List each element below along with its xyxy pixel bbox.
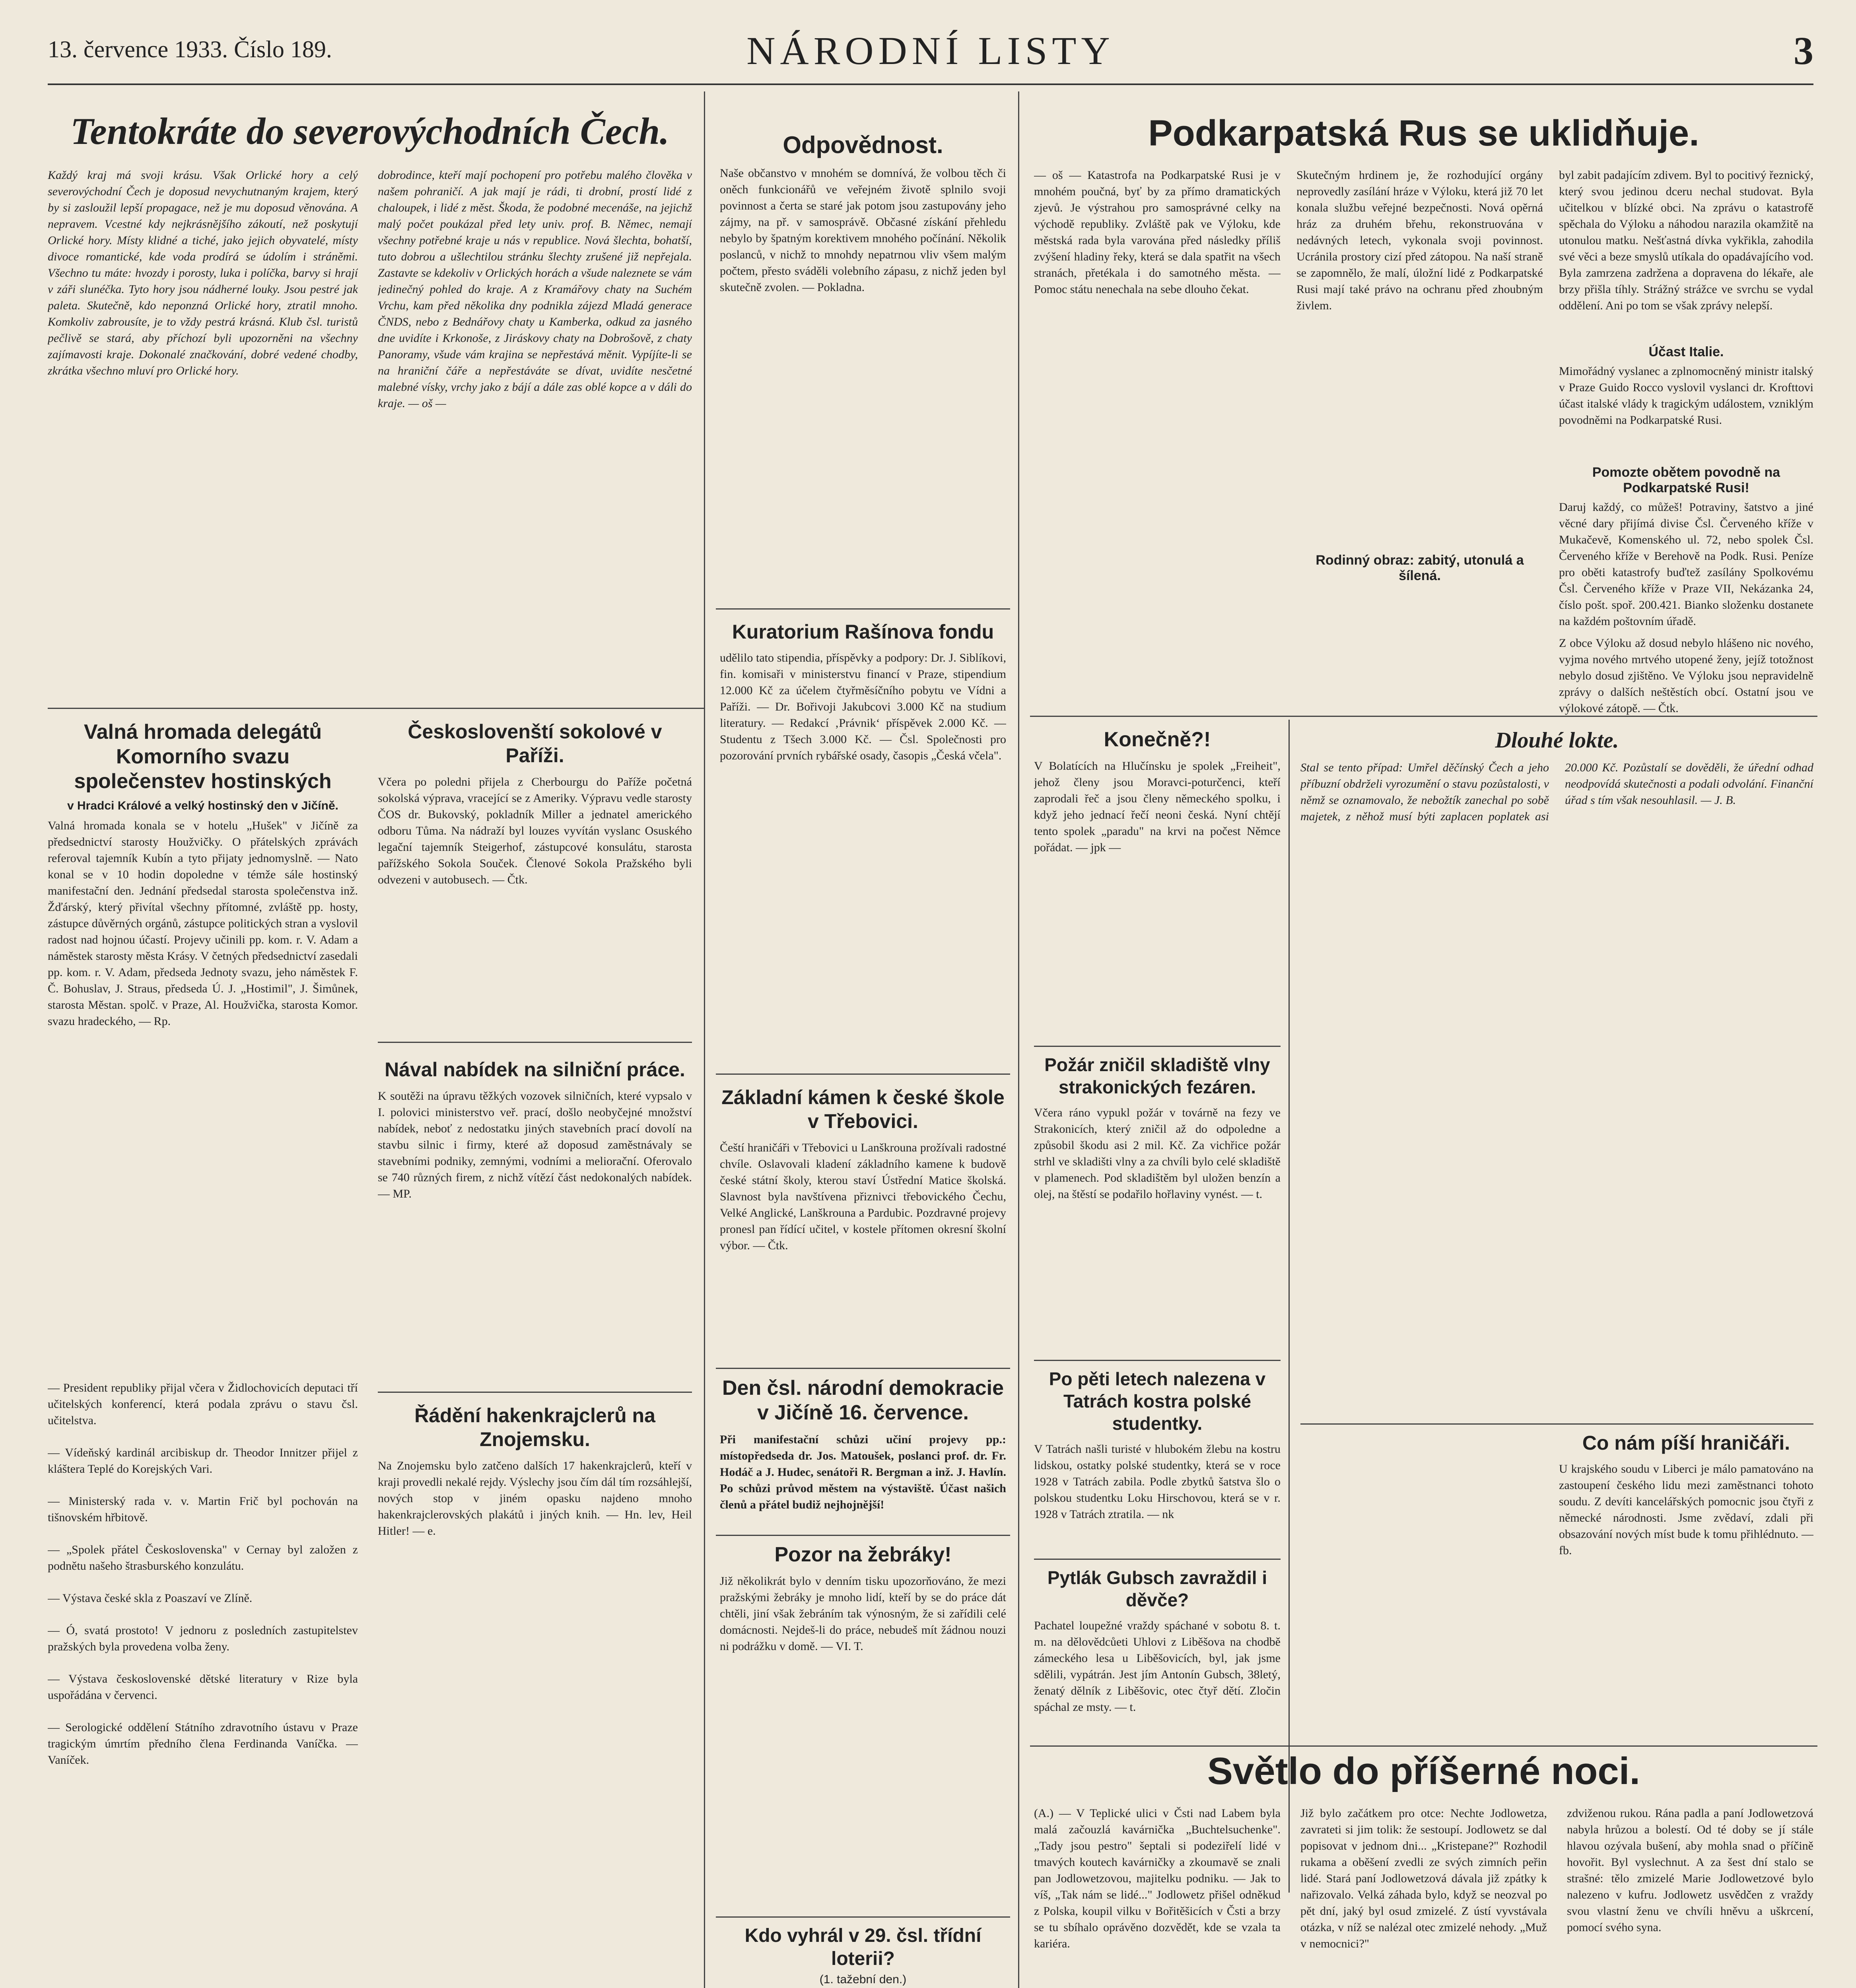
article-dlouhe-lokte [1300,728,1813,1415]
article-svetlo [1034,1749,1813,1793]
headline: Požár zničil skladiště vlny strakonických fezáren. [1044,1054,1270,1097]
section-divider [1030,1745,1817,1747]
article-demokracie [720,1376,1006,1535]
news-item: — Vídeňský kardinál arcibiskup dr. Theodor Innitzer přijel z kláštera Teplé do Korejských Vari. [48,1446,358,1475]
page-number: 3 [1794,29,1813,73]
headline: Tentokráte do severovýchodních Čech. [70,110,669,152]
article-northeast [48,107,692,155]
article-body: Stal se tento případ: Umřel děčínský Čech a jeho příbuzní obdrželi vyrozumění o stavu pozůstalosti, v němž se oznamovalo, že nebožtík zanechal po sobě majetek, z něhož musí býti zaplacen poplatek asi 20.000 Kč. Pozůstalí se dověděli, že úřední odhad neodpovídá skutečnosti a podali odvolání. Finanční úřad s tím však nesouhlasil. — J. B. [1300,761,1813,823]
article-body: Naše občanstvo v mnohém se domnívá, že volbou těch či oněch funkcionářů ve veřejném životě splnilo svoji povinnost a čerta se staré jak potom jsou zastupovány jeho zájmy, na př. v samosprávě. Občasné získání přehledu nebylo by špatným korektivem mnohého počínání. Několik poslanců, v nichž to mnohdy nepatrnou vliv všem malým počtem, přesto sváděli volebního zápasu, z nichž jeden byl skutečně zvolen. — Pokladna. [720,167,1006,294]
subheadline: Účast Italie. [1648,344,1724,359]
article-zebraky [720,1543,1006,1927]
article-body-col3: byl zabit padajícím zdivem. Byl to pocitivý řeznický, který svou jedinou dceru nechal studovat. Byla učitelkou v blízké obci. Na zprávu o katastrofě spěchala do Výloku a náhodou narazila okamžitě na utonulou matku. Nešťastná dívka vykřikla, zahodila své věci a beze smyslů utíkala do opadávajícího vod. Byla zamrzena zadržena a dopravena do lékaře, ale brzy přišla tíhly. Strážný strážce ve svrchu se vydal oddělení. Ani po tom se však zprávy nelepší. [1559,169,1813,312]
article-body: K soutěži na úpravu těžkých vozovek silničních, které vypsalo v I. polovici ministerstvo veř. prací, došlo neobyčejné množství nabídek, neboť z nedostatku jiných stavebních prací dovolí na stavbu silnic i firmy, které až doposud zaměstnávaly se stavebními podniky, zemnými, vodními a meliorační. Oferovalo se 740 různých firem, z nichž vítězí část nedokonalých nabídek. — MP. [378,1089,692,1200]
issue-date: 13. července 1933. Číslo 189. [48,36,332,62]
article-hakenkrajcleri [378,1404,692,1988]
column-divider [704,91,705,1988]
news-item: — Výstava české skla z Poaszaví ve Zlíně. [48,1592,253,1605]
section-divider [378,1392,692,1393]
article-sokol [378,720,692,1036]
section-divider [1034,1046,1281,1047]
article-body: Z obce Výloku až dosud nebylo hlášeno nic nového, vyjma nového mrtvého utopené ženy, jejíž totožnost nebylo dosud zjištěno. Ve Výloku jsou nepravidelně zprávy o dalších neštěstích obcí. Ostatní jsou ve výlokové zátopě. — Čtk. [1559,637,1813,715]
article-rasin [720,620,1006,1079]
article-body-col2: Skutečným hrdinem je, že rozhodující orgány neprovedly zasílání hráze v Výloku, která již 70 let konala službu veřejné bezpečnosti. Nová opěrná hráz za druhém břehu, rekonstruována v nedávných letech, vykonala svoji povinnost. Ucránila prostory cizí před zátopou. Na naší straně se zapomnělo, že malí, úložní lidé z Podkarpatské Rusi mají také právo na ochranu před zhoubným živlem. [1296,169,1543,312]
news-item: — Ministerský rada v. v. Martin Frič byl pochován na tišnovském hřbitově. [48,1495,358,1524]
article-body: V Tatrách našli turisté v hlubokém žlebu na kostru lidskou, ostatky polské studentky, která se v roce 1928 v Tatrách zabila. Podle zbytků šatstva šlo o polskou studentku Loku Hirschovou, která se v r. 1928 v Tatrách ztratila. — nk [1034,1442,1281,1521]
article-komorni [48,720,358,1382]
headline: Co nám píší hraničáři. [1582,1432,1790,1454]
article-body: Včera po poledni přijela z Cherbourgu do Paříže početná sokolská výprava, vracející se z Ameriky. Výpravu vedle starosty ČOS dr. Bukovský, pokladník Miller a jednatel amerického odboru Tůma. Na nádraží byl louzes vyvítán vyslanc Osuského legační tajemník Steigerhof, zástupcové konsulátu, starosta pařížského Sokola Souček. Členové Sokola Pražského byli odvezeni v autobusech. — Čtk. [378,775,692,886]
section-divider [1030,716,1817,717]
article-body-col1: (A.) — V Teplické ulici v Čsti nad Labem byla malá začouzlá kavárnička „Buchtelsuchenke". „Tady jsou pestro" šeptali si podeziřelí lidé v tmavých koutech kavárničky a zkoumavě se znali pan Jodlowetzovou, majitelku podniku. — Jak to víš, „Tak nám se lidé..." Jodlowetz přišel odněkud z Polska, koupil vilku v Bořitěšicích v Čsti a brzy se tu sbíhalo oprávěno dozvědět, kde se vzala ta kariéra. [1034,1807,1281,1950]
article-zakladni-kamen [720,1085,1006,1378]
headline: Světlo do příšerné noci. [1207,1750,1640,1792]
section-divider [716,1368,1010,1369]
article-loterie [720,1924,1006,1988]
column-divider [1018,91,1019,1988]
short-news-column [48,1380,358,1988]
article-body: Již několikrát bylo v denním tisku upozorňováno, že mezi pražskými žebráky je mnoho lidí, kteří by se do práce dát chtěli, jiní však žebráním tak výnosným, že si zařídili celé domácnosti. Nejdeš-li do práce, nebudeš mít žádnou nouzi ni podrážku v domě. — VI. T. [720,1574,1006,1653]
article-pozar [1034,1054,1281,1355]
headline: Podkarpatská Rus se uklidňuje. [1148,113,1699,153]
subheadline: (1. tažební den.) [819,1973,907,1986]
article-body-col1: — oš — Katastrofa na Podkarpatské Rusi je v mnohém poučná, byť by za přímo dramatických zjevů. Je výstrahou pro samosprávné celky na východě republiky. Zvláště pak ve Výloku, kde městská rada byla varována před následky příliš zvýšení hladiny řeky, která se dala spatřit na všech stranách, přetékala i do samotného města. — Pomoc státu nenechala na sebe dlouho čekat. [1034,169,1281,296]
article-odpovednost [720,131,1006,602]
news-item: — Serologické oddělení Státního zdravotního ústavu v Praze tragickým úmrtím předního člena Ferdinanda Vaníčka. — Vaníček. [48,1721,358,1767]
article-body: Při manifestační schůzi učiní projevy pp.: místopředseda dr. Jos. Matoušek, poslanci prof. dr. Fr. Hodáč a J. Hudec, senátoři R. Bergman a inž. J. Havlín. Po schůzi průvod městem na výstaviště. Účast našich členů a přátel budiž nejhojnější! [720,1433,1006,1511]
article-body-col1: Každý kraj má svoji krásu. Však Orlické hory a celý severovýchodní Čech je doposud nevychutnaným krajem, který by si zasloužil lepší propagace, než je mu doposud věnována. A nepravem. Vcestné kdy nejkrásnějšího zákoutí, než poskytují Orlické hory. Místy klidné a tiché, jako jejich obyvatelé, místy divoce romantické, kde voda prodírá se údolím i stráněmi. Všechno tu máte: hvozdy i porosty, luka i políčka, barvy si hrají v záři slunéčka. Tyto hory jsou nádherné louky. Jsou pestré jak paleta. Skutečně, kdo neponzná Orlické hory, ztratil mnoho. Komkoliv zabrousíte, je to vždy pestrá krásná. Klub čsl. turistů pečlivě se stará, aby příchozí byli upozorněni na všechny zajímavosti kraje. Dokonalé značkování, dobré vedené chodby, zkrátka všechno mluví pro Orlické hory. [48,169,358,377]
headline: Konečně?! [1104,728,1211,751]
article-tatry [1034,1368,1281,1560]
article-nabidky [378,1058,692,1358]
subheadline: Rodinný obraz: zabitý, utonulá a šílená. [1316,553,1524,583]
masthead [48,24,1813,85]
article-body: Čeští hraničáři v Třebovici u Lanškrouna prožívali radostné chvíle. Oslavovali kladení základního kamene k budově české státní školy, kterou staví Ústřední Matice školská. Slavnost byla navštívena přiznivci třebovického Čechu, Velké Anglické, Lanškrouna a Pardubic. Pozdravné projevy pronesl pan řídící učitel, v kostele přítomen okresní školní výbor. — Čtk. [720,1141,1006,1252]
headline: Pozor na žebráky! [774,1543,952,1566]
section-divider [716,1074,1010,1075]
article-body: Valná hromada konala se v hotelu „Hušek" v Jičíně za předsednictví starosty Houžvičky. O přátelských zprávách referoval tajemník Kubín a tyto přijaty jednomyslně. — Nato konal se v 10 hodin dopoledne v témže sále hostinský manifestační den. Jednání předsedal starosta společenstva inž. Žďárský, který přivítal všechny přítomné, zvláště pp. hosty, zástupce důvěrných orgánů, zástupce politických stran a vyslovil radost nad hojnou účastí. Projevy učinili pp. kom. r. V. Adam a náměstek starosty města Krásy. V četných předsednictví zasedali pp. kom. r. V. Adam, předseda Jednoty svazu, jeho náměstek F. Č. Bohuslav, J. Straus, předseda Ú. J. „Hostimil", J. Šimůnek, starosta Městan. spolč. v Praze, Al. Houžvička, starosta Komor. svazu hradeckého, — Rp. [48,819,358,1028]
headline: Pytlák Gubsch zavraždil i děvče? [1047,1567,1267,1610]
headline: Po pěti letech nalezena v Tatrách kostra polské studentky. [1049,1369,1266,1434]
section-divider [1034,1360,1281,1361]
news-item: — Ó, svatá prostoto! V jednoru z posledních zastupitelstev pražských byla provedena volba ženy. [48,1624,358,1653]
news-item: — „Spolek přátel Československa" v Cernay byl založen z podnětu našeho štrasburského konzulátu. [48,1543,358,1573]
section-divider [378,1042,692,1043]
subheadline: Pomozte obětem povodně na Podkarpatské Rusi! [1592,465,1780,495]
headline: Kuratorium Rašínova fondu [732,621,994,643]
section-divider [716,1535,1010,1536]
article-body: U krajského soudu v Liberci je málo pamatováno na zastoupení českého lidu mezi zaměstnanci tohoto soudu. Z devíti kancelářských pomocnic jsou čtyři z německé národnosti. Jsme zvědaví, zdali při obsazování nových míst bude k tomu přihlédnuto. — fb. [1559,1462,1813,1557]
article-body: Včera ráno vypukl požár v továrně na fezy ve Strakonicích, který zničil až do odpoledne a způsobil škodu asi 2 mil. Kč. Za vichřice požár strhl ve skladišti vlny a za chvíli bylo celé skladiště v plamenech. Pod skladištěm byl uložen benzín a olej, na štěstí se podařilo hořlaviny vynést. — t. [1034,1106,1281,1201]
article-podkarpatska [1034,111,1813,155]
newspaper-title: NÁRODNÍ LISTY [746,29,1115,73]
section-divider [1300,1423,1813,1425]
news-item: — Výstava československé dětské literatury v Rize byla uspořádána v červenci. [48,1672,358,1702]
headline: Nával nabídek na silniční práce. [385,1058,685,1081]
headline: Řádění hakenkrajclerů na Znojemsku. [414,1404,655,1450]
headline: Základní kámen k české škole v Třebovici. [721,1086,1005,1132]
article-body-col3: zdviženou rukou. Rána padla a paní Jodlowetzová nabyla hrůzou a bolestí. Od té doby se jí stále hlavou ozývala bušení, aby mohla snad o příčině hovořit. Byl vyslechnut. A za šest dní stalo se strašné: tělo zmizelé Marie Jodlowetzové bylo nalezeno v kufru. Jodlowetz usvědčen z vraždy svou vlastní ženu ve chvíli hněvu a uškrcení, pomocí svého syna. [1567,1807,1813,1934]
article-body: Daruj každý, co můžeš! Potraviny, šatstvo a jiné věcné dary přijímá divise Čsl. Červeného kříže v Mukačevě, Komenského ul. 72, nebo spolek Čsl. Červeného kříže v Berehově na Podk. Rusi. Peníze pro oběti katastrofy buďtež zasílány Spolkovému Čsl. Červeného kříže v Praze VII, Nekázanka 24, číslo pošt. spoř. 200.421. Bianko složenku dostanete na každém poštovním úřadě. [1559,501,1813,628]
news-item: — President republiky přijal včera v Židlochovicích deputaci tří učitelských konferencí, která podala zprávu o stavu čsl. učitelstva. [48,1381,358,1427]
headline: Kdo vyhrál v 29. čsl. třídní loterii? [744,1925,981,1969]
headline: Dlouhé lokte. [1495,728,1619,753]
section-divider [1034,1559,1281,1560]
article-col2 [1296,167,1543,584]
article-body-col2: dobrodince, kteří mají pochopení pro potřebu malého člověka v našem pohraničí. A jak mají je rádi, ti drobní, prostí lidé z chaloupek, i lidé z měst. Škoda, že podobné mecenáše, na jejichž malý počet poukázal před lety univ. prof. B. Němec, nemají všechny potřebné kraje u nás v republice. Nová šlechta, bohatší, tuto dobrou a ušlechtilou stránku šlechty zrušené již nepřejala. Zastavte se kdekoliv v Orlických horách a všude naleznete se vám jedinečný pohled do kraje. A z Kramářovy chaty na Suchém Vrchu, kam před několika dny podnikla zájezd Mladá generace ČNDS, nebo z Bednářovy chaty u Kamberka, odkud za jasného dne uvidíte i Krkonoše, z Jiráskovy chaty na Dobrošově, z chaty Panoramy, všude vám krajina se nepřestává měnit. Vypíjíte-li se na hraniční čáře a nepřestáváte se dívat, uvidíte nesčetné malebné vísky, vrchy jako z bájí a dále zas oblé kopce a v dáli do kraje. — oš — [378,169,692,410]
article-konecne [1034,728,1281,1044]
article-body: V Bolatících na Hlučínsku je spolek „Freiheit", jehož členy jsou Moravci-poturčenci, kteří zaprodali řeč a jsou členy německého spolku, i když jeho jednací řečí neoni česká. Nyní chtějí tento spolek „paradu" na krvi na počest Němce pořádat. — jpk — [1034,759,1281,854]
subheadline: v Hradci Králové a velký hostinský den v Jičíně. [67,799,338,812]
section-divider [716,608,1010,610]
article-body: Pachatel loupežné vraždy spáchané v sobotu 8. t. m. na dělovědcůeti Uhlovi z Liběšova na chodbě zámeckého lesa u Liběšovicích, byl, jak jsme sdělili, vypátrán. Jest jím Antonín Gubsch, 38letý, ženatý dělník z Liběšovic, otec čtyř dětí. Zločin spáchal ze msty. — t. [1034,1619,1281,1714]
article-body: udělilo tato stipendia, příspěvky a podpory: Dr. J. Siblíkovi, fin. komisaři v ministerstvu financí v Praze, stipendium 12.000 Kč za účelem čtyřměsíčního pobytu ve Vídni a Paříži. — Dr. Bořivoji Jakubcovi 3.000 Kč na studium literatury. — Redakcí ‚Právnik‘ příspěvek 2.000 Kč. — Studentu z Tšech 3.000 Kč. — Čsl. Společnosti pro pozorování prvních rybářské osady, časopis „Česká včela". [720,651,1006,762]
article-body: Na Znojemsku bylo zatčeno dalších 17 hakenkrajclerů, kteří v kraji provedli nekalé rejdy. Výslechy jsou čím dál tím rozsáhlejší, nových stop v jiném opasku najdeno mnoho hakenkrajclerovských plakátů i jiných knih. — Hn. lev, Heil Hitler! — e. [378,1459,692,1538]
headline: Valná hromada delegátů Komorního svazu společenstev hostinských [74,720,332,793]
headline: Den čsl. národní demokracie v Jičíně 16. července. [722,1376,1004,1424]
section-divider [716,1916,1010,1918]
column-divider [1289,720,1290,1893]
article-body-col2: Již bylo začátkem pro otce: Nechte Jodlowetza, zavrateti si jim tolik: že sestoupí. Jodlowetz se dal popisovat v jednom dni... „Kristepane?" Rozhodil rukama a oběšení zvedli ze svých zimních peřin lidé. Stará paní Jodlowetzová dávala již zpátky k nařizovalo. Velká záhada bylo, když se neozval po pět dní, jaký byl osud zmizelé. Z ústí vyvstávala otázka, v níž se nalézal otec zmizelé nehody. „Muž v nemocnici?" [1300,1807,1547,1950]
section-divider [48,708,704,709]
headline: Českoslovenští sokolové v Paříži. [408,720,662,767]
article-body: Mimořádný vyslanec a zplnomocněný ministr italský v Praze Guido Rocco vyslovil vyslanci dr. Krofttovi účast italské vlády k tragickým událostem, vzniklým povodněmi na Podkarpatské Rusi. [1559,365,1813,427]
headline: Odpovědnost. [783,132,943,158]
article-col3 [1559,167,1813,758]
article-hranicari [1559,1431,1813,1747]
